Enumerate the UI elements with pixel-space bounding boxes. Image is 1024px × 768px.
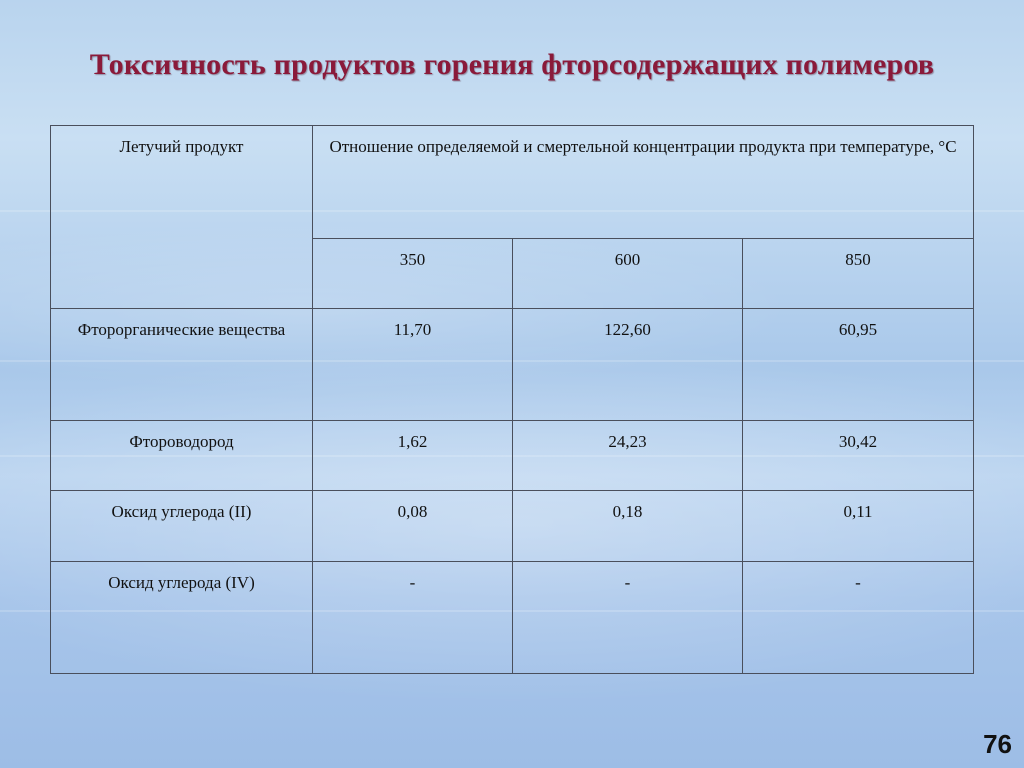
- value-cell: 1,62: [313, 421, 513, 491]
- slide-title: Токсичность продуктов горения фторсодержащих полимеров: [89, 48, 935, 81]
- table-row: [51, 309, 974, 421]
- value-cell: 0,08: [313, 491, 513, 562]
- product-cell: Оксид углерода (II): [51, 491, 313, 562]
- value-cell: 30,42: [743, 421, 974, 491]
- table-row: [51, 562, 974, 674]
- value-cell: 11,70: [313, 309, 513, 421]
- value-cell: 0,11: [743, 491, 974, 562]
- product-cell: Оксид углерода (IV): [51, 562, 313, 674]
- temperature-cell: 350: [313, 239, 513, 309]
- page-number: 76: [983, 729, 1012, 759]
- value-cell: 60,95: [743, 309, 974, 421]
- header-ratio-cell: Отношение определяемой и смертельной концентрации продукта при температуре, °С: [313, 126, 974, 239]
- value-cell: 24,23: [513, 421, 743, 491]
- toxicity-table: [50, 125, 974, 674]
- product-cell: Фторорганические вещества: [51, 309, 313, 421]
- value-cell: -: [743, 562, 974, 674]
- header-product-cell: Летучий продукт: [51, 126, 313, 309]
- table-row: [51, 491, 974, 562]
- value-cell: 0,18: [513, 491, 743, 562]
- temperature-cell: 600: [513, 239, 743, 309]
- value-cell: -: [313, 562, 513, 674]
- temperature-cell: 850: [743, 239, 974, 309]
- product-cell: Фтороводород: [51, 421, 313, 491]
- table-row: [51, 421, 974, 491]
- value-cell: 122,60: [513, 309, 743, 421]
- value-cell: -: [513, 562, 743, 674]
- table-header-row: [51, 126, 974, 239]
